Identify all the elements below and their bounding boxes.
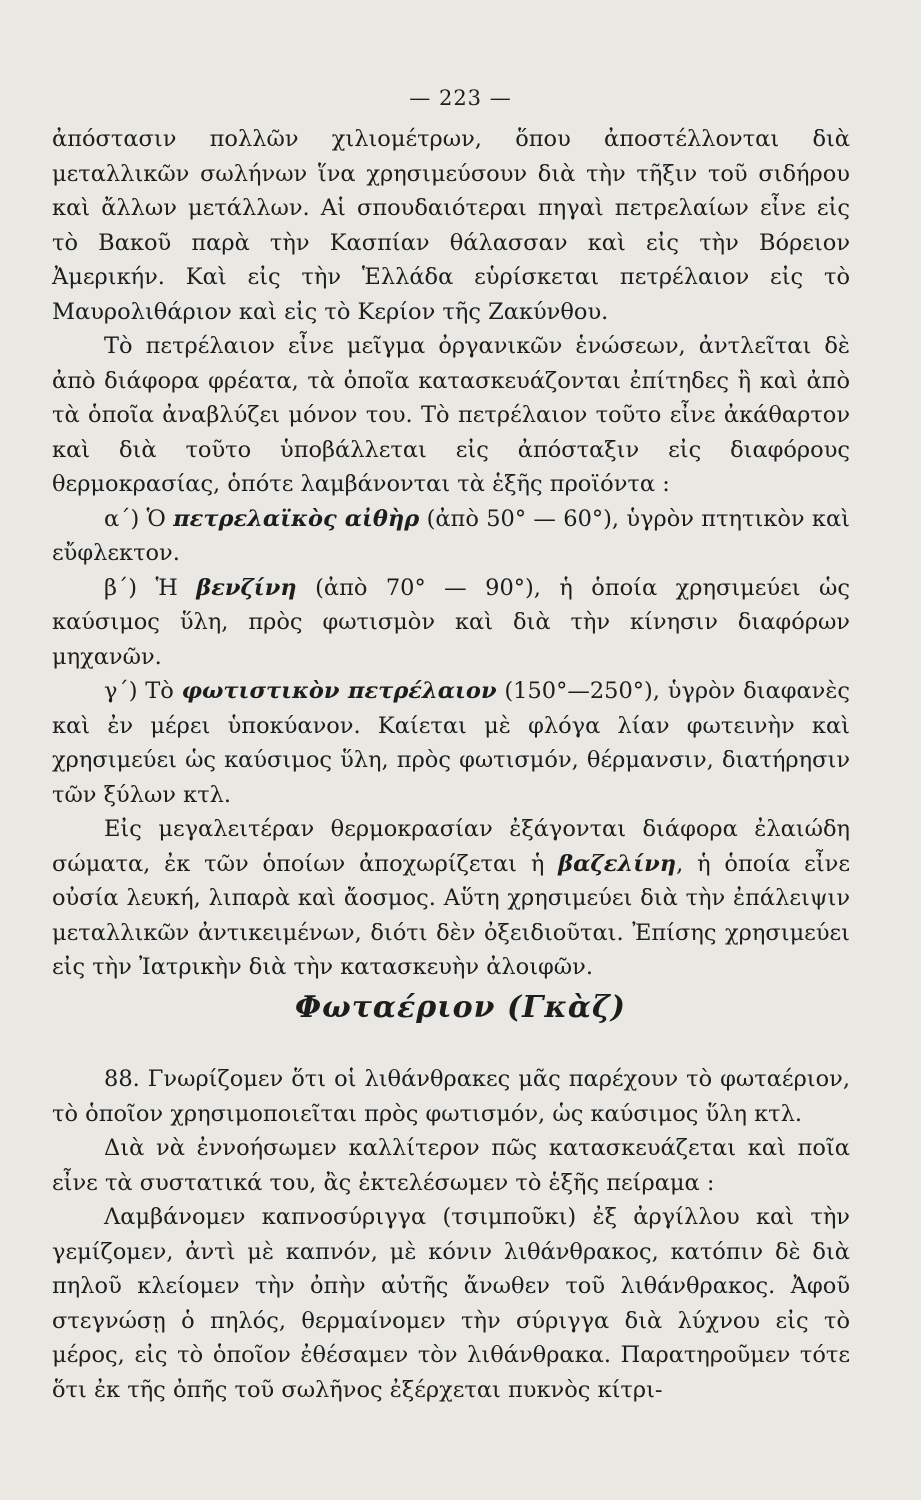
vaseline-paragraph (52, 812, 850, 985)
item-b-prefix: β΄) Ἡ (104, 574, 197, 601)
page-number: — 223 — (409, 86, 512, 110)
vaseline-term: βαζελίνη (558, 850, 677, 877)
item-c-term: φωτιστικὸν πετρέλαιον (181, 678, 497, 704)
item-c (52, 674, 850, 812)
item-a-prefix: α΄) Ὁ (104, 505, 174, 532)
pipe-paragraph: Λαμβάνομεν καπνοσύριγγα (τσιμποῦκι) ἐξ ἀργίλλου καὶ τὴν γεμίζομεν, ἀντὶ μὲ καπνόν, μὲ κόνιν λιθάνθρακος, κατόπιν δὲ διὰ πηλοῦ κλείομεν τὴν ὀπὴν αὐτῆς ἄνωθεν τοῦ λιθάνθρακος. Ἀφοῦ στεγνώσῃ ὁ πηλός, θερμαίνομεν τὴν σύριγγα διὰ λύχνου εἰς τὸ μέρος, εἰς τὸ ὁποῖον ἐθέσαμεν τὸν λιθάνθρακα. Παρατηροῦμεν τότε ὅτι ἐκ τῆς ὀπῆς τοῦ σωλῆνος ἐξέρχεται πυκνὸς κίτρι- (52, 1204, 850, 1403)
item-a (52, 502, 850, 571)
item-b-text: (ἀπὸ 70° — 90°), ἡ ὁποία χρησιμεύει ὡς καύσιμος ὕλη, πρὸς φωτισμὸν καὶ διὰ τὴν κίνησιν διαφόρων μηχανῶν. (52, 574, 850, 670)
vaseline-text-before: Εἰς μεγαλειτέραν θερμοκρασίαν ἐξάγονται διάφορα ἐλαιώδη σώματα, ἐκ τῶν ὁποίων ἀποχωρίζεται ἡ (52, 816, 850, 877)
section-heading: Φωταέριον (Γκὰζ) (295, 990, 626, 1025)
item-a-text: (ἀπὸ 50° — 60°), ὑγρὸν πτητικὸν καὶ εὔφλεκτον. (52, 505, 850, 566)
intro-paragraph: ἀπόστασιν πολλῶν χιλιομέτρων, ὅπου ἀποστέλλονται διὰ μεταλλικῶν σωλήνων ἵνα χρησιμεύσουν διὰ τὴν τῆξιν τοῦ σιδήρου καὶ ἄλλων μετάλλων. Αἱ σπουδαιότεραι πηγαὶ πετρελαίων εἶνε εἰς τὸ Βακοῦ παρὰ τὴν Κασπίαν θάλασσαν καὶ εἰς τὴν Βόρειον Ἀμερικήν. Καὶ εἰς τὴν Ἑλλάδα εὑρίσκεται πετρέλαιον εἰς τὸ Μαυρολιθάριον καὶ εἰς τὸ Κερίον τῆς Ζακύνθου. (52, 126, 850, 325)
petroleum-paragraph: Τὸ πετρέλαιον εἶνε μεῖγμα ὀργανικῶν ἑνώσεων, ἀντλεῖται δὲ ἀπὸ διάφορα φρέατα, τὰ ὁποῖα κατασκευάζονται ἐπίτηδες ἢ καὶ ἀπὸ τὰ ὁποῖα ἀναβλύζει μόνον του. Τὸ πετρέλαιον τοῦτο εἶνε ἀκάθαρτον καὶ διὰ τοῦτο ὑποβάλλεται εἰς ἀπόσταξιν εἰς διαφόρους θερμοκρασίας, ὁπότε λαμβάνονται τὰ ἑξῆς προϊόντα : (52, 333, 850, 497)
body-text (52, 122, 850, 985)
paragraph-88: 88. Γνωρίζομεν ὅτι οἱ λιθάνθρακες μᾶς παρέχουν τὸ φωταέριον, τὸ ὁποῖον χρησιμοποιεῖται πρὸς φωτισμόν, ὡς καύσιμος ὕλη κτλ. (52, 1066, 850, 1127)
item-a-term: πετρελαϊκὸς αἰθὴρ (173, 505, 420, 532)
item-c-prefix: γ΄) Τὸ (104, 678, 182, 704)
item-b (52, 571, 850, 675)
section-text (52, 1062, 850, 1407)
item-c-text: (150°—250°), ὑγρὸν διαφανὲς καὶ ἐν μέρει ὑποκύανον. Καίεται μὲ φλόγα λίαν φωτεινὴν καὶ χρησιμεύει ὡς καύσιμος ὕλη, πρὸς φωτισμόν, θέρμανσιν, διατήρησιν τῶν ξύλων κτλ. (52, 678, 851, 808)
vaseline-text-after: , ἡ ὁποία εἶνε οὐσία λευκή, λιπαρὰ καὶ ἄοσμος. Αὕτη χρησιμεύει διὰ τὴν ἐπάλειψιν μεταλλικῶν ἀντικειμένων, διότι δὲν ὀξειδιοῦται. Ἐπίσης χρησιμεύει εἰς τὴν Ἰατρικὴν διὰ τὴν κατασκευὴν ἀλοιφῶν. (52, 850, 850, 980)
experiment-paragraph: Διὰ νὰ ἐννοήσωμεν καλλίτερον πῶς κατασκευάζεται καὶ ποῖα εἶνε τὰ συστατικά του, ἂς ἐκτελέσωμεν τὸ ἑξῆς πείραμα : (52, 1135, 850, 1196)
item-b-term: βενζίνη (196, 574, 297, 601)
